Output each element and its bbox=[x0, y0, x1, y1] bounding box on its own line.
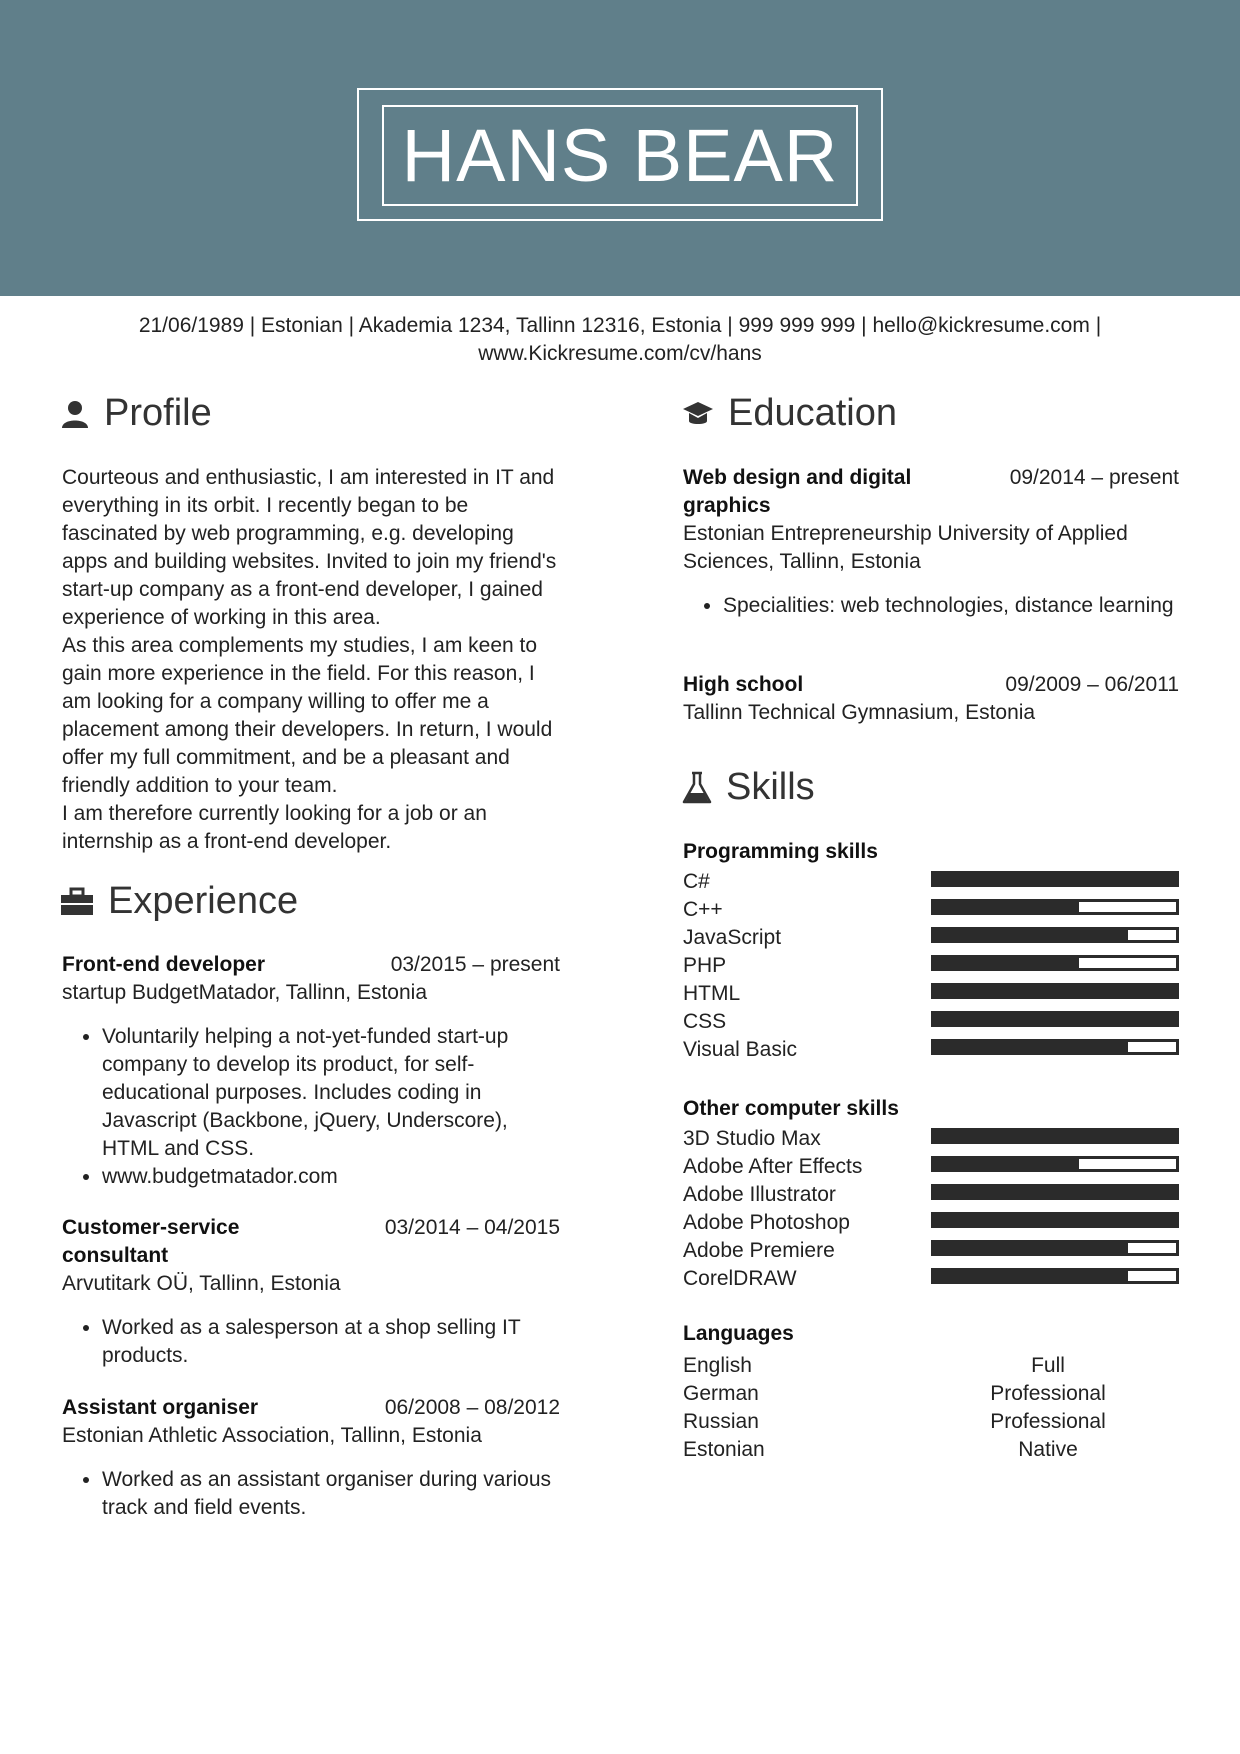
language-name: English bbox=[683, 1354, 752, 1377]
skill-row bbox=[683, 1008, 1179, 1036]
experience-title: Experience bbox=[108, 880, 299, 922]
profile-title: Profile bbox=[104, 392, 212, 434]
language-level: Full bbox=[1031, 1354, 1065, 1377]
skill-level-fill bbox=[934, 902, 1079, 912]
skill-level-fill bbox=[934, 874, 1176, 884]
skill-name: Visual Basic bbox=[683, 1038, 798, 1061]
skill-level-fill bbox=[934, 958, 1079, 968]
language-row bbox=[683, 1380, 1179, 1408]
language-row bbox=[683, 1352, 1179, 1380]
skill-level-fill bbox=[934, 1042, 1128, 1052]
skill-level-bar bbox=[931, 1212, 1179, 1228]
job-entry bbox=[62, 1394, 560, 1522]
skill-level-bar bbox=[931, 983, 1179, 999]
language-name: Estonian bbox=[683, 1438, 765, 1461]
language-level: Native bbox=[1018, 1438, 1078, 1461]
skill-level-bar bbox=[931, 955, 1179, 971]
languages-heading: Languages bbox=[683, 1322, 794, 1345]
profile-paragraph: As this area complements my studies, I am keen to gain more experience in the field. For this reason, I am looking for a company willing to offer me a placement among their developers. In return, I would offer my full commitment, and be a pleasant and friendly addition to your team. bbox=[62, 634, 553, 797]
language-name: Russian bbox=[683, 1410, 759, 1433]
experience-heading bbox=[60, 880, 298, 923]
skill-name: Adobe After Effects bbox=[683, 1155, 863, 1178]
skill-name: Adobe Illustrator bbox=[683, 1183, 836, 1206]
education-dates: 09/2014 – present bbox=[1009, 466, 1179, 489]
skill-name: 3D Studio Max bbox=[683, 1127, 821, 1150]
skill-level-fill bbox=[934, 1215, 1176, 1225]
skill-name: Adobe Photoshop bbox=[683, 1211, 850, 1234]
skill-level-fill bbox=[934, 1271, 1128, 1281]
profile-paragraph: I am therefore currently looking for a job or an internship as a front-end developer. bbox=[62, 802, 487, 853]
skill-name: JavaScript bbox=[683, 926, 782, 949]
job-company: startup BudgetMatador, Tallinn, Estonia bbox=[62, 981, 428, 1004]
flask-icon bbox=[682, 771, 712, 805]
language-level: Professional bbox=[990, 1410, 1106, 1433]
language-level: Professional bbox=[990, 1382, 1106, 1405]
skill-level-fill bbox=[934, 1187, 1176, 1197]
skill-level-fill bbox=[934, 1159, 1079, 1169]
job-dates: 03/2014 – 04/2015 bbox=[384, 1216, 560, 1239]
skill-row bbox=[683, 1153, 1179, 1181]
skill-level-bar bbox=[931, 1184, 1179, 1200]
skill-name: HTML bbox=[683, 982, 741, 1005]
skill-name: CorelDRAW bbox=[683, 1267, 797, 1290]
job-company: Arvutitark OÜ, Tallinn, Estonia bbox=[62, 1272, 341, 1295]
skill-level-bar bbox=[931, 1268, 1179, 1284]
job-title: Customer-service consultant bbox=[62, 1216, 240, 1267]
education-title: Education bbox=[728, 392, 898, 434]
skill-row bbox=[683, 1181, 1179, 1209]
skill-row bbox=[683, 1237, 1179, 1265]
job-bullet: • www.budgetmatador.com bbox=[102, 1163, 560, 1191]
skill-row bbox=[683, 896, 1179, 924]
skill-name: C# bbox=[683, 870, 710, 893]
job-bullet: • Voluntarily helping a not-yet-funded start-up company to develop its product, for self-educational purposes. Includes coding in Javascript (Backbone, jQuery, Underscore), HTML and CSS. bbox=[102, 1023, 560, 1163]
briefcase-icon bbox=[60, 887, 94, 917]
skill-level-bar bbox=[931, 927, 1179, 943]
language-name: German bbox=[683, 1382, 759, 1405]
job-bullet: • Worked as a salesperson at a shop selling IT products. bbox=[102, 1314, 560, 1370]
skill-level-bar bbox=[931, 871, 1179, 887]
programming-skills-heading: Programming skills bbox=[683, 840, 878, 863]
skill-level-fill bbox=[934, 1243, 1128, 1253]
education-heading bbox=[682, 392, 897, 435]
contact-line-1: 21/06/1989 | Estonian | Akademia 1234, Tallinn 12316, Estonia | 999 999 999 | hello@kickresume.com | bbox=[138, 314, 1102, 337]
skill-name: C++ bbox=[683, 898, 723, 921]
skill-level-bar bbox=[931, 1240, 1179, 1256]
education-degree: High school bbox=[683, 673, 804, 696]
computer-skills-heading: Other computer skills bbox=[683, 1097, 899, 1120]
language-row bbox=[683, 1408, 1179, 1436]
education-entry bbox=[683, 464, 1179, 620]
skills-heading bbox=[682, 766, 815, 809]
language-row bbox=[683, 1436, 1179, 1464]
job-entry bbox=[62, 1214, 560, 1370]
graduation-cap-icon bbox=[682, 399, 714, 429]
job-dates: 06/2008 – 08/2012 bbox=[384, 1396, 560, 1419]
skill-name: Adobe Premiere bbox=[683, 1239, 835, 1262]
education-degree: Web design and digital graphics bbox=[683, 466, 912, 517]
job-dates: 03/2015 – present bbox=[390, 953, 560, 976]
skill-level-bar bbox=[931, 1128, 1179, 1144]
profile-summary bbox=[62, 464, 562, 856]
profile-paragraph: Courteous and enthusiastic, I am interested in IT and everything in its orbit. I recently began to be fascinated by web programming, e.g. developing apps and building websites. Invited to join my friend's start-up company as a front-end developer, I gained experience of working in this area. bbox=[62, 466, 557, 629]
education-entry bbox=[683, 671, 1179, 727]
skill-level-fill bbox=[934, 930, 1128, 940]
skill-row bbox=[683, 1209, 1179, 1237]
job-company: Estonian Athletic Association, Tallinn, Estonia bbox=[62, 1424, 482, 1447]
skill-row bbox=[683, 924, 1179, 952]
skill-level-fill bbox=[934, 1131, 1176, 1141]
contact-website: www.Kickresume.com/cv/hans bbox=[478, 342, 762, 365]
skill-level-fill bbox=[934, 1014, 1176, 1024]
job-entry bbox=[62, 951, 560, 1191]
skill-row bbox=[683, 868, 1179, 896]
contact-info bbox=[60, 312, 1180, 368]
skill-row bbox=[683, 952, 1179, 980]
skill-row bbox=[683, 1265, 1179, 1293]
job-title: Assistant organiser bbox=[62, 1396, 259, 1419]
skill-level-bar bbox=[931, 1156, 1179, 1172]
education-school: Estonian Entrepreneurship University of Applied Sciences, Tallinn, Estonia bbox=[683, 522, 1128, 573]
skill-row bbox=[683, 1036, 1179, 1064]
skill-row bbox=[683, 980, 1179, 1008]
skill-row bbox=[683, 1125, 1179, 1153]
education-dates: 09/2009 – 06/2011 bbox=[1005, 673, 1179, 696]
job-bullet: • Worked as an assistant organiser during various track and field events. bbox=[102, 1466, 560, 1522]
profile-heading bbox=[60, 392, 212, 435]
skill-level-bar bbox=[931, 1039, 1179, 1055]
job-title: Front-end developer bbox=[62, 953, 266, 976]
skill-level-bar bbox=[931, 899, 1179, 915]
skill-level-bar bbox=[931, 1011, 1179, 1027]
skill-level-fill bbox=[934, 986, 1176, 996]
education-bullet: • Specialities: web technologies, distance learning bbox=[723, 592, 1179, 620]
skill-name: CSS bbox=[683, 1010, 727, 1033]
user-icon bbox=[60, 399, 90, 429]
candidate-name: HANS BEAR bbox=[382, 105, 858, 206]
skills-title: Skills bbox=[726, 766, 815, 808]
education-school: Tallinn Technical Gymnasium, Estonia bbox=[683, 701, 1036, 724]
header-banner bbox=[0, 0, 1240, 296]
skill-name: PHP bbox=[683, 954, 727, 977]
